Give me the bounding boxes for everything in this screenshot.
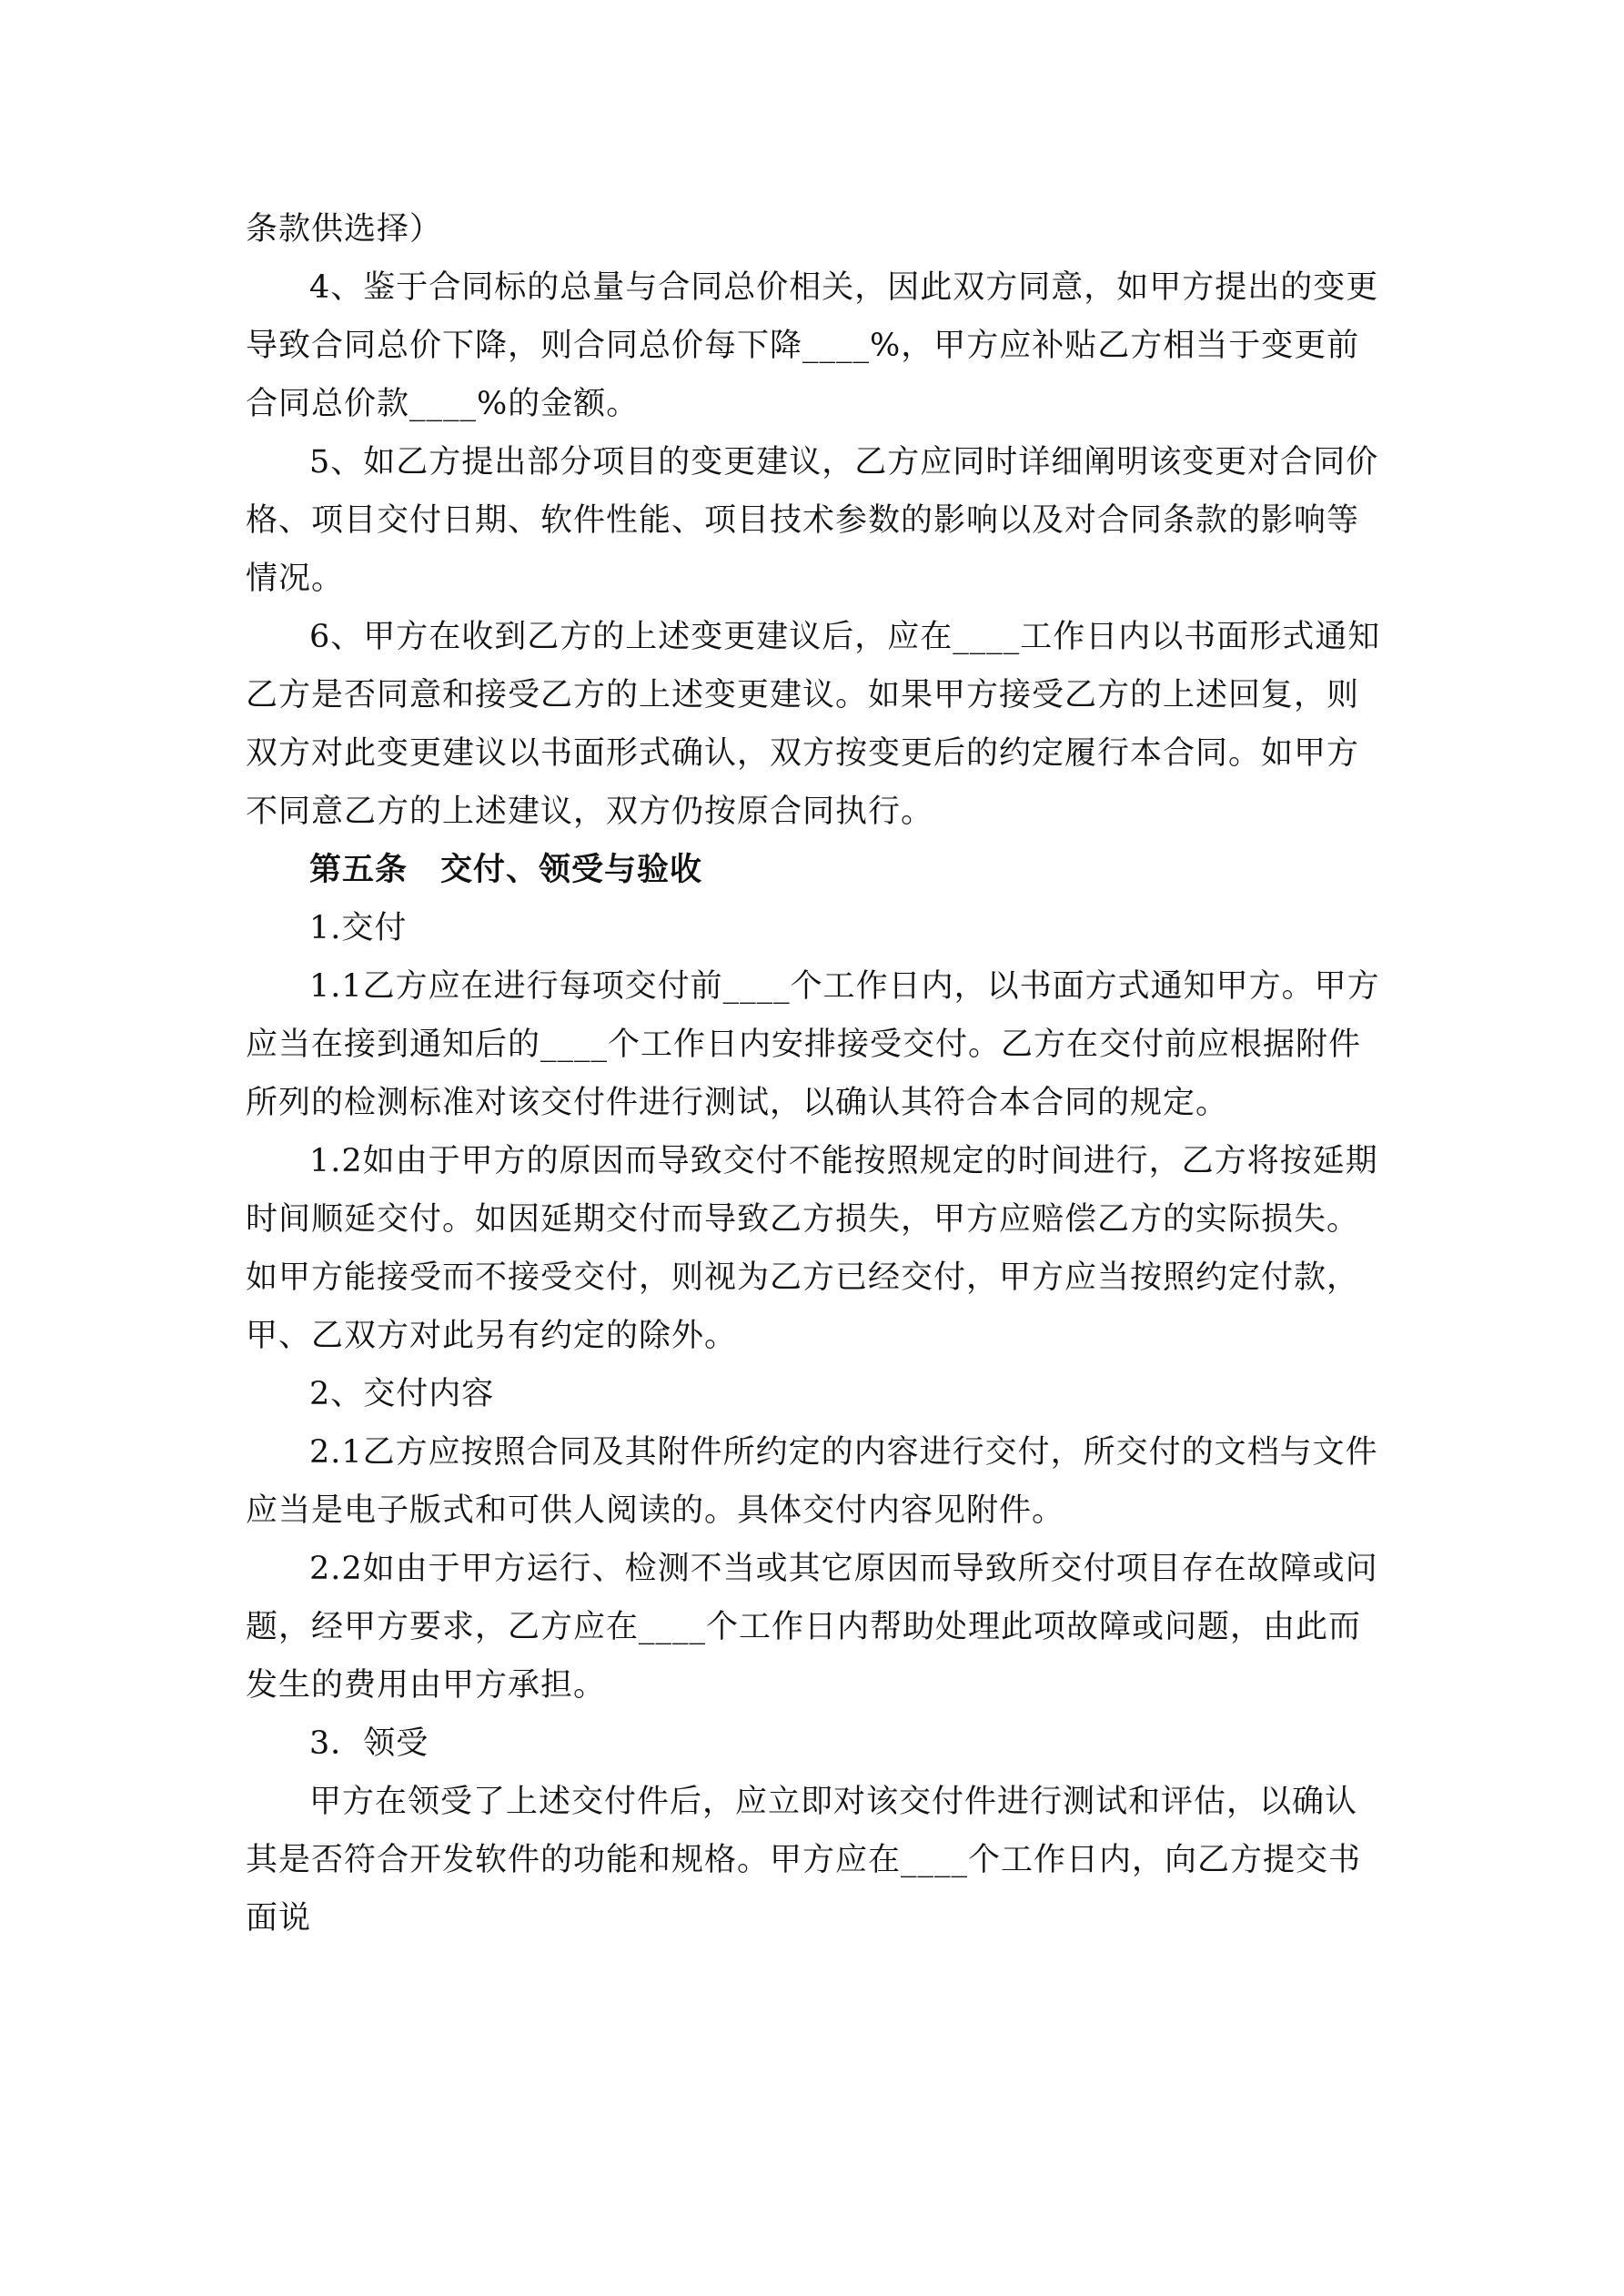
document-body bbox=[246, 200, 1387, 1947]
clause-5-paragraph: 5、如乙方提出部分项目的变更建议，乙方应同时详细阐明该变更对合同价格、项目交付日期、软件性能、项目技术参数的影响以及对合同条款的影响等情况。 bbox=[246, 444, 1379, 597]
section-3-heading: 3．领受 bbox=[309, 1725, 429, 1762]
section-3-paragraph: 甲方在领受了上述交付件后，应立即对该交付件进行测试和评估，以确认其是否符合开发软件的功能和规格。甲方应在____个工作日内，向乙方提交书面说 bbox=[246, 1784, 1362, 1937]
section-1-2-paragraph: 1.2如由于甲方的原因而导致交付不能按照规定的时间进行，乙方将按延期时间顺延交付。如因延期交付而导致乙方损失，甲方应赔偿乙方的实际损失。如甲方能接受而不接受交付，则视为乙方已经交付，甲方应当按照约定付款，甲、乙双方对此另有约定的除外。 bbox=[246, 1143, 1378, 1354]
section-2-heading: 2、交付内容 bbox=[309, 1376, 495, 1412]
section-2-2-paragraph: 2.2如由于甲方运行、检测不当或其它原因而导致所交付项目存在故障或问题，经甲方要求，乙方应在____个工作日内帮助处理此项故障或问题，由此而发生的费用由甲方承担。 bbox=[246, 1551, 1378, 1704]
section-1-heading: 1.交付 bbox=[309, 910, 408, 946]
clause-6-paragraph: 6、甲方在收到乙方的上述变更建议后，应在____工作日内以书面形式通知乙方是否同意和接受乙方的上述变更建议。如果甲方接受乙方的上述回复，则双方对此变更建议以书面形式确认，双方按变更后的约定履行本合同。如甲方不同意乙方的上述建议，双方仍按原合同执行。 bbox=[246, 619, 1381, 830]
clause-4-paragraph: 4、鉴于合同标的总量与合同总价相关，因此双方同意，如甲方提出的变更导致合同总价下降，则合同总价每下降____%，甲方应补贴乙方相当于变更前合同总价款____%的金额。 bbox=[246, 269, 1379, 422]
paragraph-continuation: 条款供选择） bbox=[246, 211, 443, 248]
article-5-heading: 第五条 交付、领受与验收 bbox=[309, 851, 703, 888]
section-1-1-paragraph: 1.1乙方应在进行每项交付前____个工作日内，以书面方式通知甲方。甲方应当在接到通知后的____个工作日内安排接受交付。乙方在交付前应根据附件所列的检测标准对该交付件进行测试，以确认其符合本合同的规定。 bbox=[246, 968, 1380, 1121]
section-2-1-paragraph: 2.1乙方应按照合同及其附件所约定的内容进行交付，所交付的文档与文件应当是电子版式和可供人阅读的。具体交付内容见附件。 bbox=[246, 1434, 1378, 1529]
